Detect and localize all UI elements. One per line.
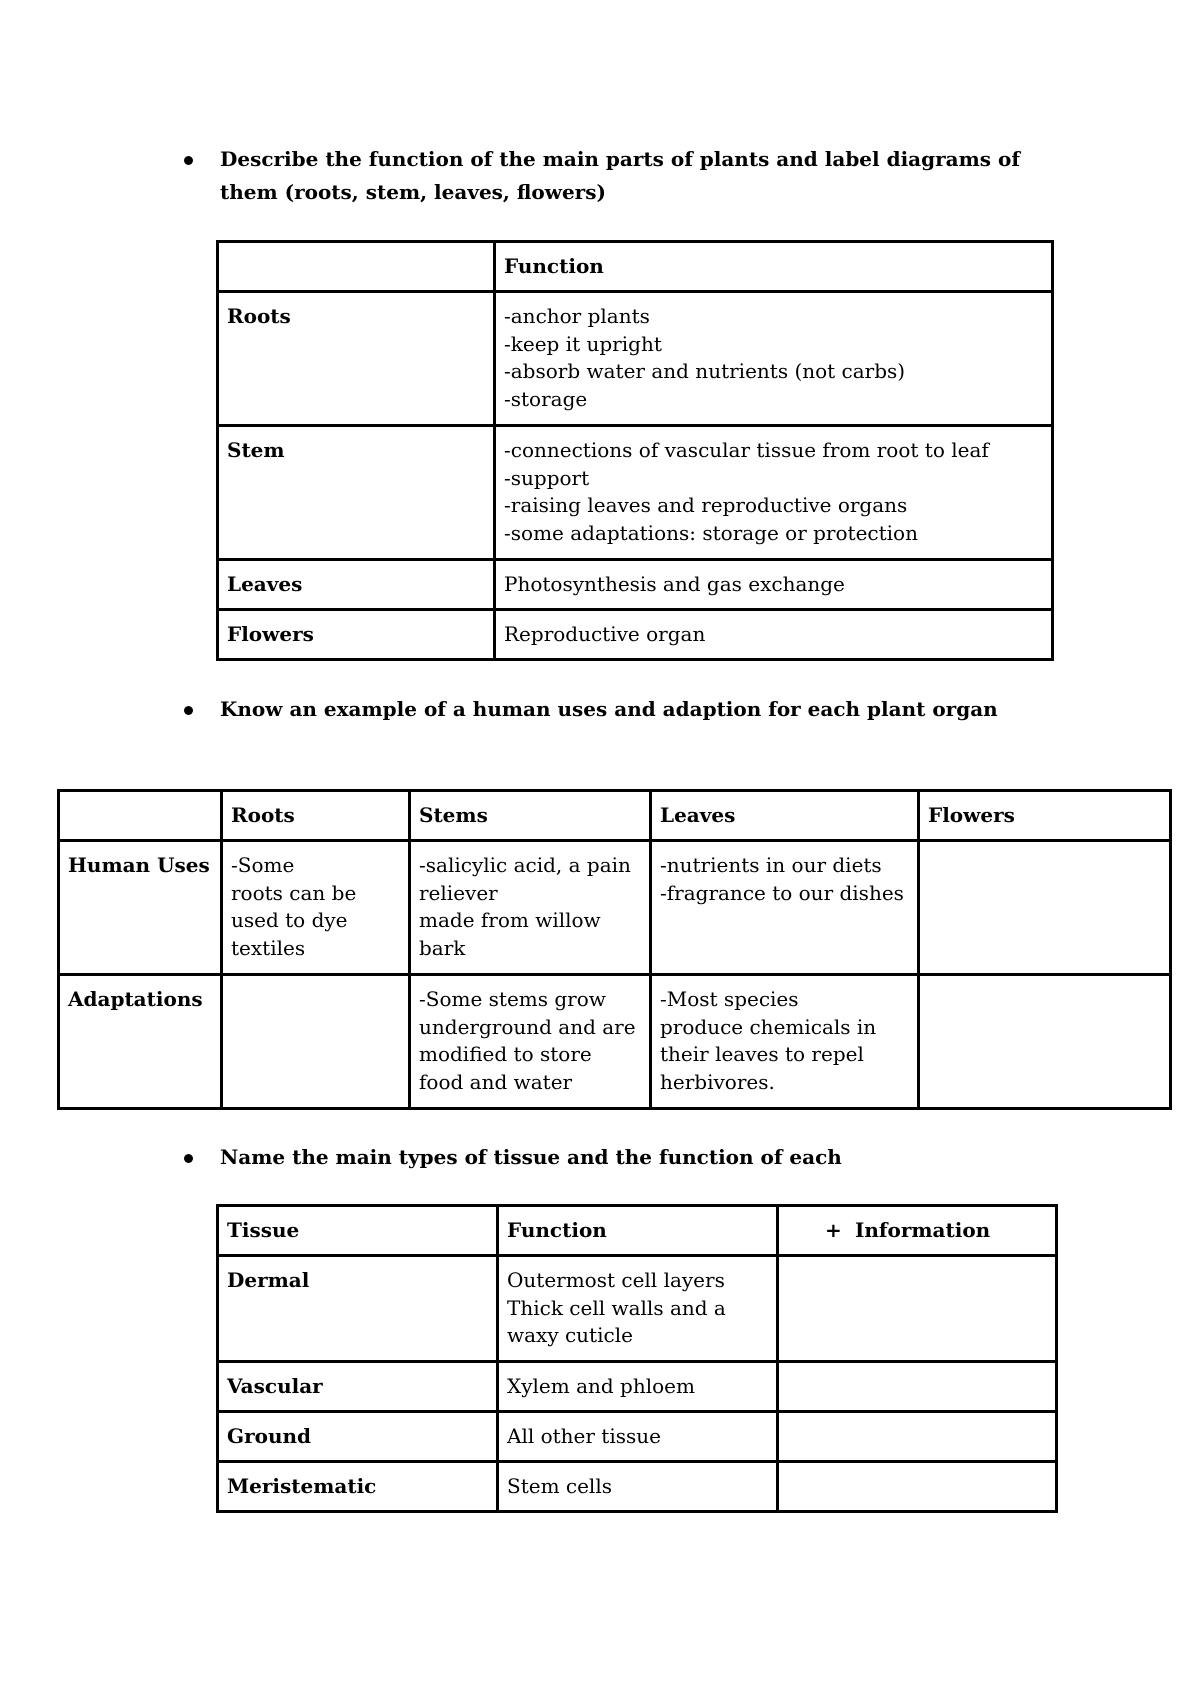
cell-line: -anchor plants — [504, 304, 650, 328]
table-row — [218, 560, 1053, 610]
header-cell-flowers: Flowers — [919, 791, 1171, 841]
cell-line: underground and are — [419, 1014, 636, 1039]
cell-line: -salicylic acid, a pain — [419, 853, 631, 877]
cell-flowers-adaptations — [919, 975, 1171, 1109]
table-row — [59, 841, 1171, 975]
cell-line: their leaves to repel — [660, 1042, 864, 1066]
plus-icon: + — [825, 1218, 842, 1242]
cell-dermal-info — [778, 1256, 1057, 1362]
table-header-row — [59, 791, 1171, 841]
cell-meristematic-function — [498, 1462, 778, 1512]
cell-dermal-function — [498, 1256, 778, 1362]
header-cell-function: Function — [495, 242, 1053, 292]
cell-line: Stem cells — [507, 1474, 612, 1498]
row-label-ground: Ground — [218, 1412, 498, 1462]
cell-line: Photosynthesis and gas exchange — [504, 572, 845, 596]
cell-meristematic-info — [778, 1462, 1057, 1512]
cell-roots-human-uses — [222, 841, 410, 975]
cell-line: used to dye — [231, 908, 348, 932]
bullet-dot — [184, 156, 193, 165]
cell-line: -connections of vascular tissue from root to leaf — [504, 438, 989, 462]
cell-line: produce chemicals in — [660, 1014, 877, 1039]
cell-vascular-function — [498, 1362, 778, 1412]
header-cell-leaves: Leaves — [651, 791, 919, 841]
cell-stems-human-uses — [410, 841, 651, 975]
cell-line: made from willow — [419, 908, 601, 932]
row-label-flowers: Flowers — [218, 610, 495, 660]
cell-line: -Most species — [660, 987, 799, 1011]
cell-line: modified to store — [419, 1042, 592, 1066]
cell-line: -fragrance to our dishes — [660, 880, 904, 905]
cell-leaves-adaptations — [651, 975, 919, 1109]
cell-line: food and water — [419, 1069, 573, 1094]
cell-line: -nutrients in our diets — [660, 853, 882, 877]
cell-line: roots can be — [231, 880, 357, 905]
header-cell-stems: Stems — [410, 791, 651, 841]
header-cell-function: Function — [498, 1206, 778, 1256]
row-label-adaptations: Adaptations — [59, 975, 222, 1109]
row-label-vascular: Vascular — [218, 1362, 498, 1412]
header-cell-tissue: Tissue — [218, 1206, 498, 1256]
header-information-label: Information — [855, 1218, 991, 1242]
row-label-leaves: Leaves — [218, 560, 495, 610]
cell-line: -raising leaves and reproductive organs — [504, 493, 908, 517]
cell-line: -some adaptations: storage or protection — [504, 520, 918, 545]
table-row — [218, 1412, 1057, 1462]
cell-vascular-info — [778, 1362, 1057, 1412]
bullet-1 — [184, 143, 1044, 209]
bullet-3 — [184, 1141, 1084, 1174]
cell-line: textiles — [231, 935, 306, 960]
cell-flowers-human-uses — [919, 841, 1171, 975]
human-uses-adaptations-table — [57, 789, 1172, 1110]
cell-line: Outermost cell layers — [507, 1268, 725, 1292]
row-label-stem: Stem — [218, 426, 495, 560]
cell-stems-adaptations — [410, 975, 651, 1109]
cell-line: -support — [504, 465, 590, 490]
table-row — [218, 1256, 1057, 1362]
plant-parts-function-table — [216, 240, 1054, 661]
cell-line: -keep it upright — [504, 331, 662, 356]
cell-line: All other tissue — [507, 1424, 661, 1448]
cell-line: -Some — [231, 853, 295, 877]
cell-line: waxy cuticle — [507, 1323, 633, 1347]
bullet-3-text: Name the main types of tissue and the function of each — [220, 1145, 842, 1169]
cell-ground-function — [498, 1412, 778, 1462]
tissue-types-table — [216, 1204, 1058, 1513]
bullet-dot — [184, 706, 193, 715]
cell-line: Xylem and phloem — [507, 1374, 695, 1398]
header-cell-empty — [218, 242, 495, 292]
cell-roots-function — [495, 292, 1053, 426]
table-row — [218, 1362, 1057, 1412]
cell-flowers-function — [495, 610, 1053, 660]
cell-leaves-function — [495, 560, 1053, 610]
row-label-roots: Roots — [218, 292, 495, 426]
header-cell-information — [778, 1206, 1057, 1256]
bullet-dot — [184, 1154, 193, 1163]
row-label-dermal: Dermal — [218, 1256, 498, 1362]
cell-leaves-human-uses — [651, 841, 919, 975]
table-row — [218, 1462, 1057, 1512]
cell-roots-adaptations — [222, 975, 410, 1109]
cell-stem-function — [495, 426, 1053, 560]
header-cell-roots: Roots — [222, 791, 410, 841]
cell-ground-info — [778, 1412, 1057, 1462]
cell-line: reliever — [419, 880, 498, 905]
table-row — [218, 292, 1053, 426]
cell-line: Reproductive organ — [504, 622, 706, 646]
bullet-1-text: Describe the function of the main parts of plants and label diagrams of them (roots, stem, leaves, flowers) — [220, 147, 1020, 204]
table-header-row — [218, 1206, 1057, 1256]
table-header-row — [218, 242, 1053, 292]
cell-line: -absorb water and nutrients (not carbs) — [504, 359, 906, 383]
row-label-meristematic: Meristematic — [218, 1462, 498, 1512]
table-row — [59, 975, 1171, 1109]
row-label-human-uses: Human Uses — [59, 841, 222, 975]
cell-line: bark — [419, 935, 466, 960]
table-row — [218, 610, 1053, 660]
cell-line: herbivores. — [660, 1069, 775, 1094]
cell-line: Thick cell walls and a — [507, 1295, 726, 1320]
bullet-2-text: Know an example of a human uses and adaption for each plant organ — [220, 697, 998, 721]
bullet-2 — [184, 693, 1084, 726]
cell-line: -Some stems grow — [419, 987, 606, 1011]
cell-line: -storage — [504, 386, 588, 411]
header-cell-empty — [59, 791, 222, 841]
table-row — [218, 426, 1053, 560]
